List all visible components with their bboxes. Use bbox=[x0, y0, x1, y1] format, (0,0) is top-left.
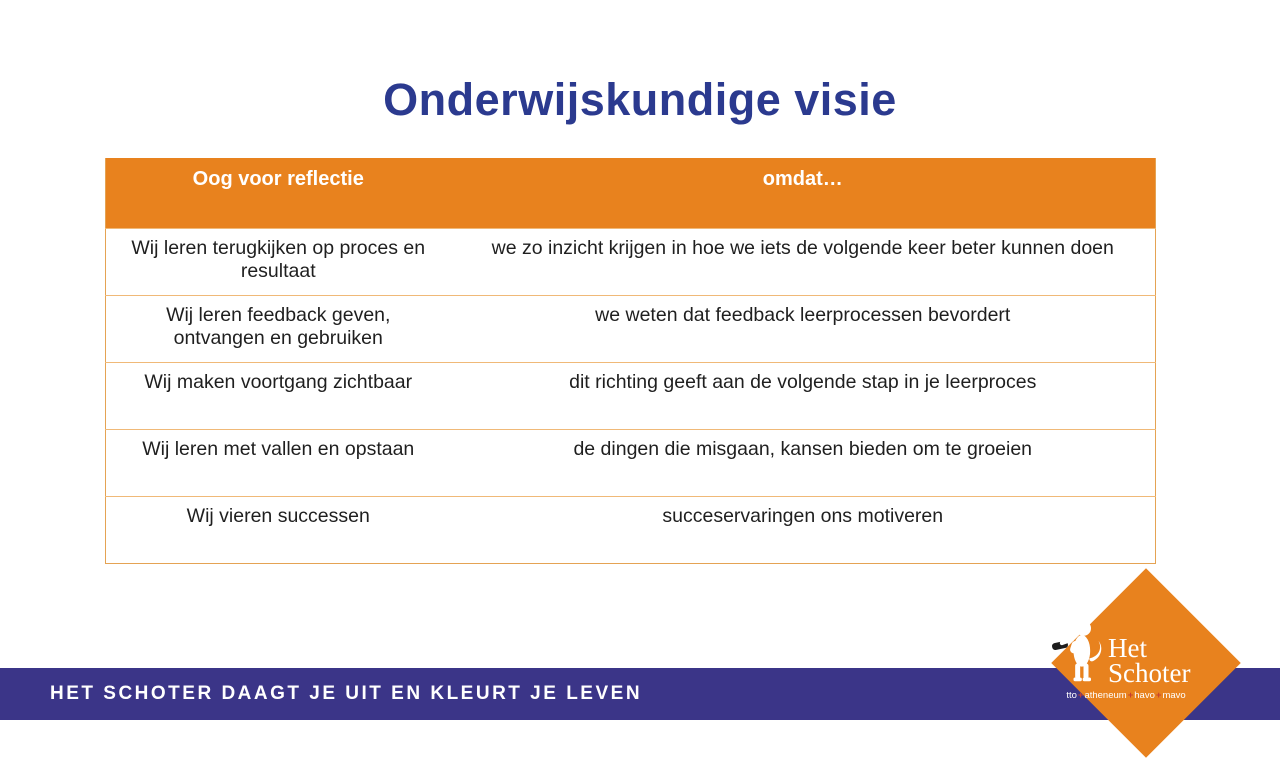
logo-school-name bbox=[1108, 633, 1191, 688]
page-title: Onderwijskundige visie bbox=[383, 74, 897, 125]
table-cell: dit richting geeft aan de volgende stap in je leerproces bbox=[451, 363, 1156, 430]
footer-slogan: HET SCHOTER DAAGT JE UIT EN KLEURT JE LEVEN bbox=[50, 683, 643, 704]
logo-name-line1: Het bbox=[1108, 633, 1147, 663]
table-cell: Wij leren met vallen en opstaan bbox=[106, 430, 451, 497]
track-separator-icon: + bbox=[1077, 690, 1084, 701]
track-separator-icon: + bbox=[1127, 690, 1134, 701]
logo-track: tto bbox=[1066, 690, 1077, 701]
table-row bbox=[106, 296, 1156, 363]
logo-track: mavo bbox=[1162, 690, 1186, 701]
logo-name-line2: Schoter bbox=[1108, 658, 1191, 688]
track-separator-icon: + bbox=[1155, 690, 1162, 701]
table-cell: Wij vieren successen bbox=[106, 497, 451, 564]
table-row bbox=[106, 363, 1156, 430]
table-cell: de dingen die misgaan, kansen bieden om te groeien bbox=[451, 430, 1156, 497]
table-cell: Wij maken voortgang zichtbaar bbox=[106, 363, 451, 430]
table-row bbox=[106, 430, 1156, 497]
table-row bbox=[106, 229, 1156, 296]
table-cell: Wij leren terugkijken op proces en resultaat bbox=[106, 229, 451, 296]
table-cell: Wij leren feedback geven, ontvangen en gebruiken bbox=[106, 296, 451, 363]
table-header-cell-omdat: omdat… bbox=[451, 158, 1156, 229]
table-header-cell-reflectie: Oog voor reflectie bbox=[106, 158, 451, 229]
logo-track: havo bbox=[1134, 690, 1155, 701]
table-cell: we weten dat feedback leerprocessen bevordert bbox=[451, 296, 1156, 363]
table-cell: we zo inzicht krijgen in hoe we iets de volgende keer beter kunnen doen bbox=[451, 229, 1156, 296]
table-header-row bbox=[106, 158, 1156, 229]
logo-track: atheneum bbox=[1084, 690, 1127, 701]
school-logo bbox=[1040, 592, 1252, 720]
lion-icon bbox=[1056, 616, 1106, 684]
table-row bbox=[106, 497, 1156, 564]
visie-table bbox=[105, 158, 1156, 564]
table-cell: succeservaringen ons motiveren bbox=[451, 497, 1156, 564]
logo-tagline bbox=[1050, 690, 1202, 701]
